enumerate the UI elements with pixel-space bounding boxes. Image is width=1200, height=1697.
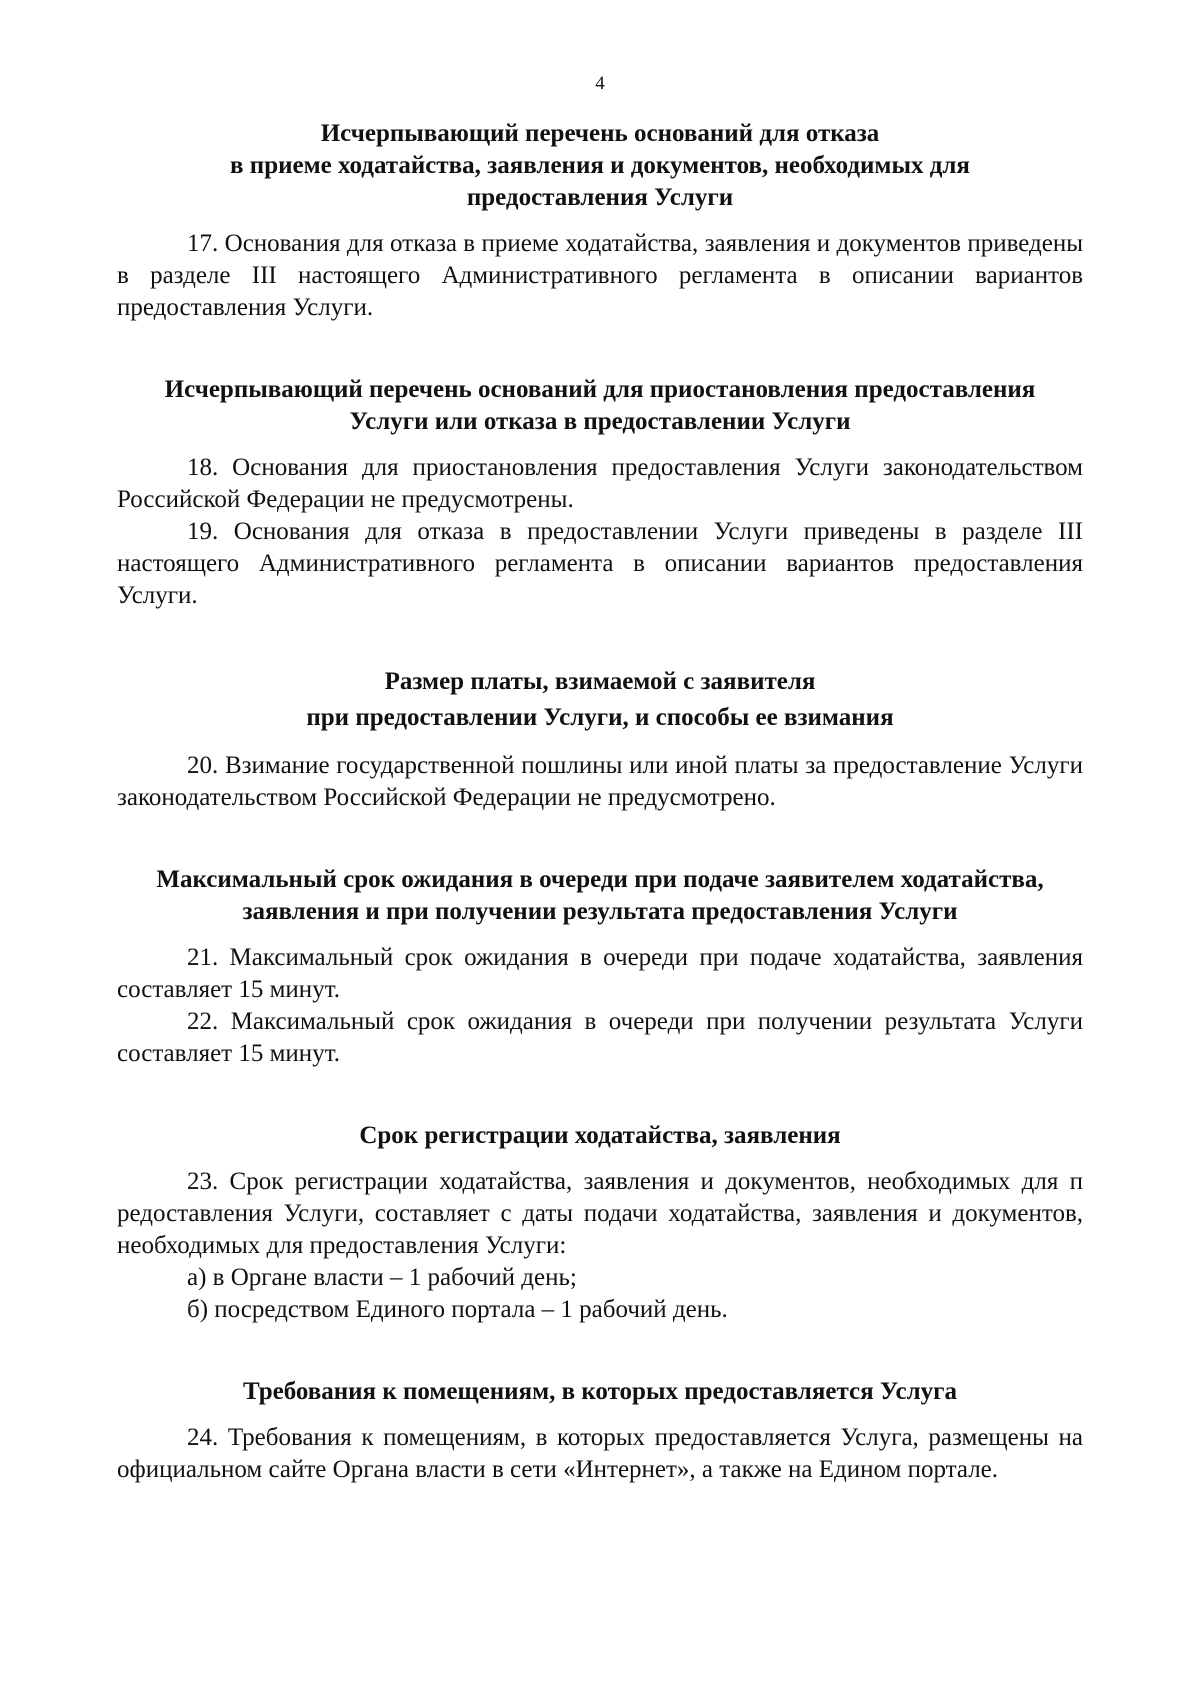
paragraph-19: 19. Основания для отказа в предоставлении Услуги приведены в разделе III настоящего Административного регламента в описании вариантов предоставления Услуги. xyxy=(117,518,1083,609)
paragraph-18: 18. Основания для приостановления предоставления Услуги законодательством Российской Федерации не предусмотрены. xyxy=(117,454,1083,513)
section-heading: Исчерпывающий перечень оснований для отказа в приеме ходатайства, заявления и документов, необходимых для предоставления Услуги xyxy=(230,120,970,211)
section-heading: Максимальный срок ожидания в очереди при подаче заявителем ходатайства, заявления и при получении результата предоставления Услуги xyxy=(156,866,1044,925)
section-heading: Исчерпывающий перечень оснований для приостановления предоставления Услуги или отказа в предоставлении Услуги xyxy=(164,376,1036,435)
section-fee xyxy=(117,664,1083,814)
document-body xyxy=(117,118,1083,1486)
paragraph-20: 20. Взимание государственной пошлины или иной платы за предоставление Услуги законодательством Российской Федерации не предусмотрено. xyxy=(117,752,1083,811)
page-number: 4 xyxy=(595,73,605,94)
paragraph-17: 17. Основания для отказа в приеме ходатайства, заявления и документов приведены в разделе III настоящего Административного регламента в описании вариантов предоставления Услуги. xyxy=(117,230,1083,321)
section-heading: Срок регистрации ходатайства, заявления xyxy=(359,1122,841,1149)
paragraph-23b: б) посредством Единого портала – 1 рабочий день. xyxy=(187,1296,728,1323)
section-heading: Размер платы, взимаемой с заявителя при предоставлении Услуги, и способы ее взимания xyxy=(306,668,894,731)
section-refusal-acceptance xyxy=(117,118,1083,324)
section-heading: Требования к помещениям, в которых предоставляется Услуга xyxy=(242,1378,958,1405)
section-premises xyxy=(117,1376,1083,1486)
paragraph-22: 22. Максимальный срок ожидания в очереди при получении результата Услуги составляет 15 минут. xyxy=(117,1008,1083,1067)
paragraph-24: 24. Требования к помещениям, в которых предоставляется Услуга, размещены на официальном сайте Органа власти в сети «Интернет», а также на Едином портале. xyxy=(117,1424,1083,1483)
paragraph-23: 23. Срок регистрации ходатайства, заявления и документов, необходимых для п редоставления Услуги, составляет с даты подачи ходатайства, заявления и документов, необходимых для предоставления Услуги: xyxy=(117,1168,1083,1259)
section-suspension-refusal xyxy=(117,374,1083,612)
section-registration-term xyxy=(117,1120,1083,1326)
paragraph-21: 21. Максимальный срок ожидания в очереди при подаче ходатайства, заявления составляет 15 минут. xyxy=(117,944,1083,1003)
section-queue-time xyxy=(117,864,1083,1070)
paragraph-23a: а) в Органе власти – 1 рабочий день; xyxy=(187,1264,577,1291)
